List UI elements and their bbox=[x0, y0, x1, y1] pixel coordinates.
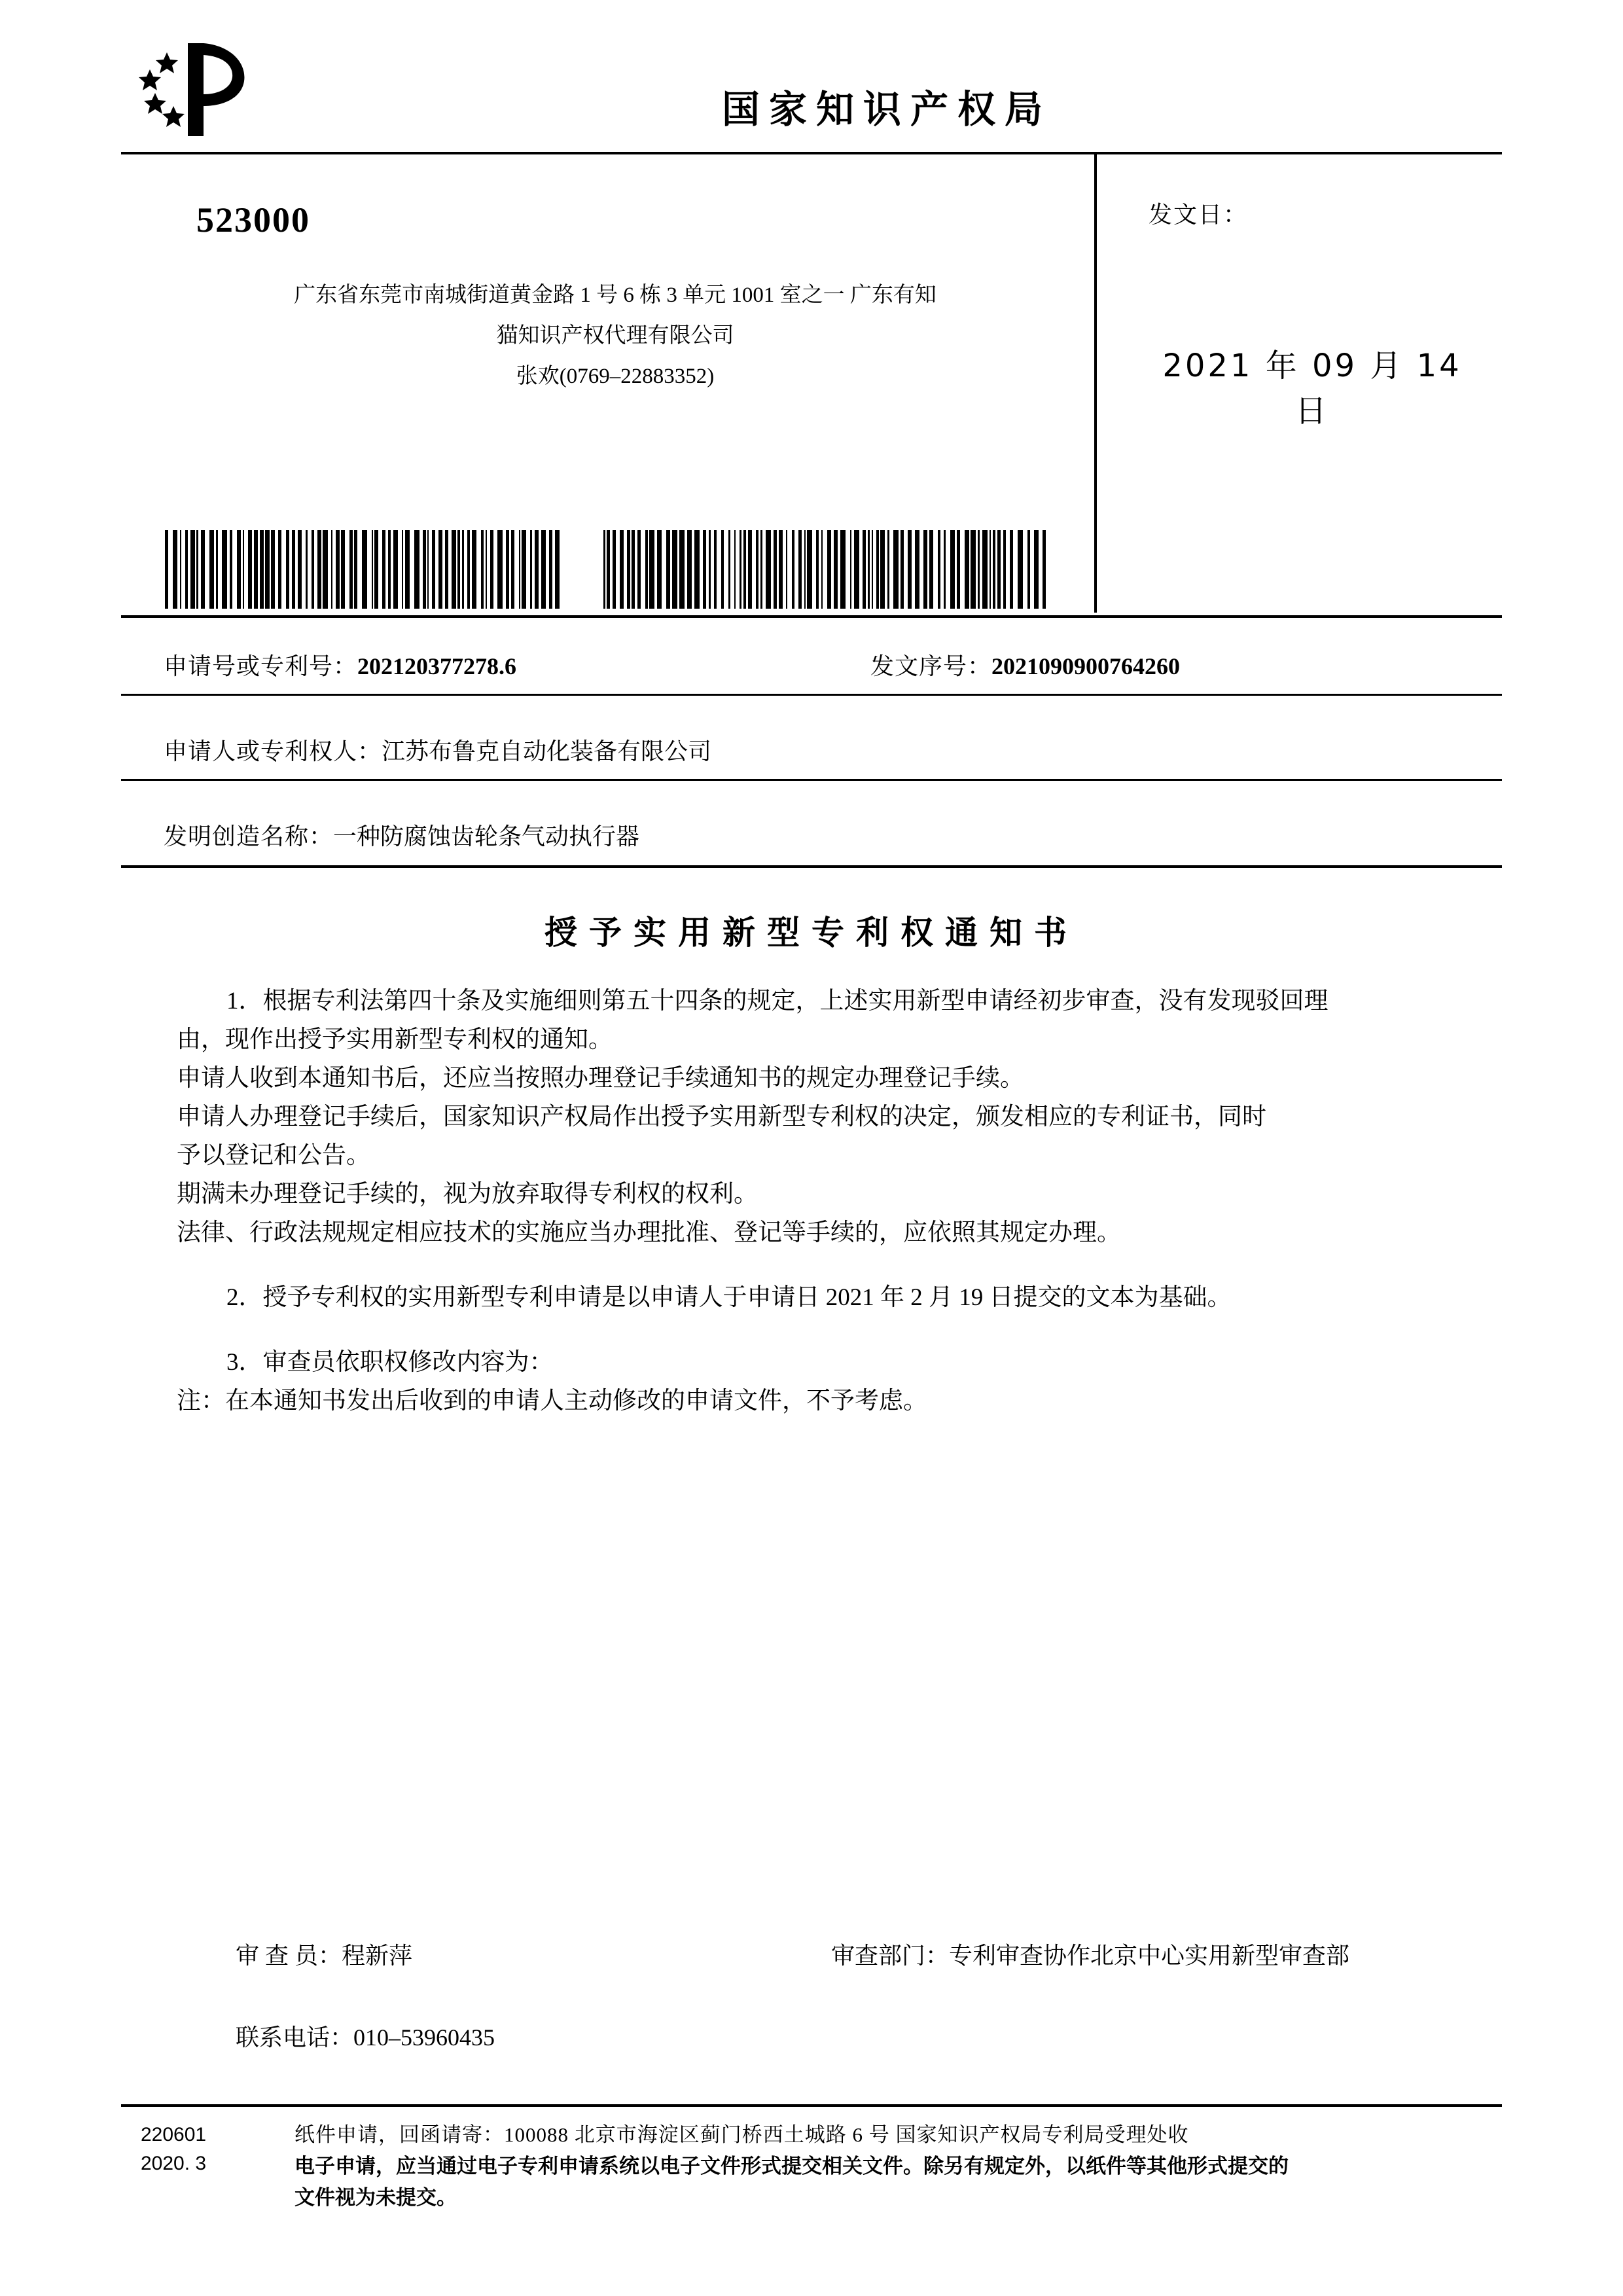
barcode-right bbox=[603, 530, 1048, 609]
applicant-label: 申请人或专利权人： bbox=[164, 738, 382, 764]
footer-note-line2: 电子申请，应当通过电子专利申请系统以电子文件形式提交相关文件。除另有规定外，以纸件等其他形式提交的 bbox=[294, 2155, 1289, 2178]
recipient-address bbox=[157, 275, 1073, 397]
invention-label: 发明创造名称： bbox=[164, 823, 334, 850]
dispatch-serial-row bbox=[870, 648, 1180, 681]
notice-para8: 注：在本通知书发出后收到的申请人主动修改的申请文件，不予考虑。 bbox=[177, 1388, 927, 1414]
notice-para3-line1: 申请人办理登记手续后，国家知识产权局作出授予实用新型专利权的决定，颁发相应的专利证书，同时 bbox=[177, 1103, 1266, 1130]
application-number-value: 202120377278.6 bbox=[357, 653, 517, 679]
dispatch-serial-value: 2021090900764260 bbox=[991, 653, 1181, 679]
form-code-block bbox=[141, 2121, 206, 2178]
department-row bbox=[831, 1937, 1349, 1971]
application-number-row bbox=[164, 648, 516, 681]
notice-para6: 2．授予专利权的实用新型专利申请是以申请人于申请日 2021 年 2 月 19 日提交的文本为基础。 bbox=[226, 1284, 1232, 1311]
field-divider-1 bbox=[121, 694, 1502, 696]
form-version: 2020. 3 bbox=[141, 2153, 207, 2174]
department-label: 审查部门： bbox=[831, 1943, 950, 1969]
invention-value: 一种防腐蚀齿轮条气动执行器 bbox=[333, 823, 640, 850]
contact-phone-label: 联系电话： bbox=[236, 2024, 354, 2051]
recipient-zip: 523000 bbox=[196, 200, 310, 240]
contact-phone-row bbox=[236, 2019, 495, 2053]
notice-title: 授予实用新型专利权通知书 bbox=[544, 914, 1079, 951]
contact-phone-value: 010–53960435 bbox=[353, 2024, 495, 2051]
recipient-address-line2: 猫知识产权代理有限公司 bbox=[496, 324, 734, 348]
examiner-value: 程新萍 bbox=[342, 1943, 413, 1969]
organization-title: 国家知识产权局 bbox=[721, 88, 1052, 131]
dispatch-serial-label: 发文序号： bbox=[870, 653, 992, 679]
footer-note-line1: 纸件申请，回函请寄：100088 北京市海淀区蓟门桥西土城路 6 号 国家知识产权局专利局受理处收 bbox=[294, 2123, 1189, 2146]
field-divider-2 bbox=[121, 779, 1502, 781]
notice-para7: 3．审查员依职权修改内容为： bbox=[226, 1349, 554, 1376]
footer-note-line3: 文件视为未提交。 bbox=[294, 2186, 457, 2209]
examiner-label: 审 查 员： bbox=[236, 1943, 342, 1969]
recipient-address-line3: 张欢(0769–22883352) bbox=[516, 365, 715, 388]
field-divider-3 bbox=[121, 865, 1502, 868]
department-value: 专利审查协作北京中心实用新型审查部 bbox=[949, 1943, 1350, 1969]
notice-para2: 申请人收到本通知书后，还应当按照办理登记手续通知书的规定办理登记手续。 bbox=[177, 1065, 1024, 1092]
header-divider bbox=[121, 152, 1502, 154]
barcode-divider bbox=[121, 615, 1502, 618]
notice-para1-line1: 1．根据专利法第四十条及实施细则第五十四条的规定，上述实用新型申请经初步审查，没有发现驳回理 bbox=[226, 988, 1329, 1014]
cnipa-logo-icon bbox=[128, 38, 272, 146]
notice-para3-line2: 予以登记和公告。 bbox=[177, 1142, 370, 1169]
issue-date-label: 发文日： bbox=[1149, 202, 1249, 228]
barcode-left bbox=[165, 530, 564, 609]
notice-para1-line2: 由，现作出授予实用新型专利权的通知。 bbox=[177, 1026, 613, 1053]
document-header bbox=[121, 26, 1502, 151]
footer-note bbox=[294, 2119, 1492, 2214]
examiner-row bbox=[236, 1937, 412, 1971]
issue-date-value: 2021 年 09 月 14 日 bbox=[1162, 348, 1462, 429]
form-code: 220601 bbox=[141, 2124, 207, 2145]
applicant-value: 江苏布鲁克自动化装备有限公司 bbox=[382, 738, 712, 764]
paragraph-gap-1 bbox=[177, 1252, 1459, 1278]
notice-para5: 法律、行政法规规定相应技术的实施应当办理批准、登记等手续的，应依照其规定办理。 bbox=[177, 1219, 1121, 1246]
notice-para4: 期满未办理登记手续的，视为放弃取得专利权的权利。 bbox=[177, 1181, 758, 1208]
footer-divider bbox=[121, 2104, 1502, 2107]
address-date-divider bbox=[1094, 154, 1097, 613]
notice-body bbox=[177, 982, 1459, 1420]
paragraph-gap-2 bbox=[177, 1317, 1459, 1343]
recipient-address-line1: 广东省东莞市南城街道黄金路 1 号 6 栋 3 单元 1001 室之一 广东有知 bbox=[294, 283, 936, 307]
applicant-row bbox=[164, 733, 711, 766]
application-number-label: 申请号或专利号： bbox=[164, 653, 358, 679]
invention-row bbox=[164, 818, 639, 852]
